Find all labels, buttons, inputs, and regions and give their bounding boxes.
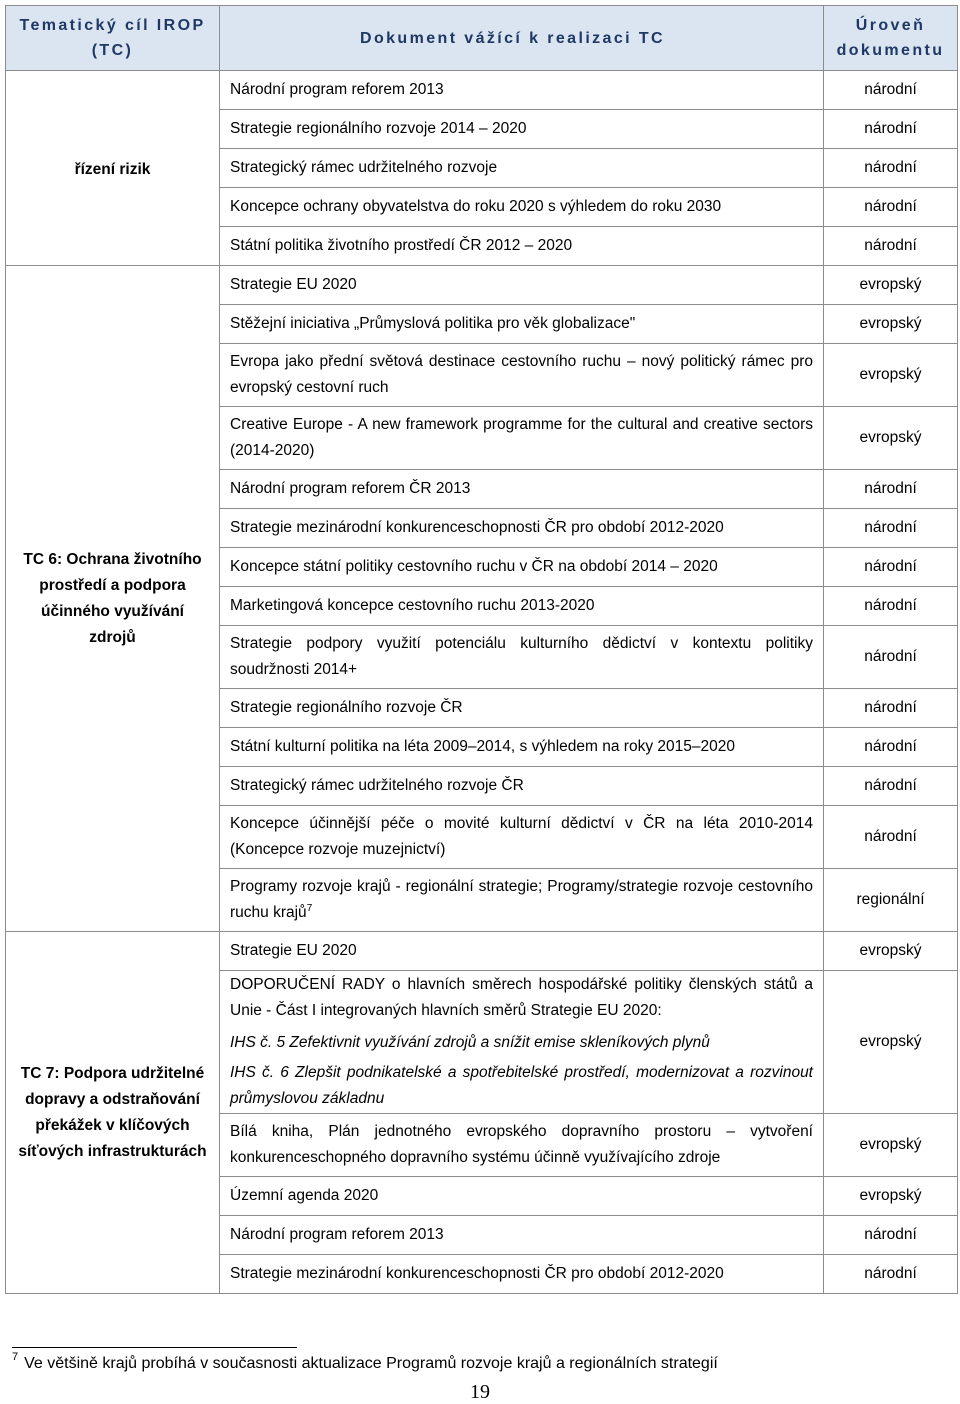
document-name: Creative Europe - A new framework programme for the cultural and creative sectors (2014-2020) (220, 407, 824, 470)
footnote-reference: 7 (306, 902, 313, 914)
category-tc6: TC 6: Ochrana životního prostředí a podpora účinného využívání zdrojů (6, 266, 220, 932)
document-level: národní (824, 548, 958, 587)
document-level: národní (824, 689, 958, 728)
ihs-item: IHS č. 5 Zefektivnit využívání zdrojů a snížit emise skleníkových plynů (230, 1034, 710, 1051)
document-name: Marketingová koncepce cestovního ruchu 2013-2020 (220, 587, 824, 626)
document-level: národní (824, 188, 958, 227)
table-row (6, 266, 958, 305)
document-name (220, 971, 824, 1114)
document-level: evropský (824, 1177, 958, 1216)
document-name: Národní program reforem 2013 (220, 1216, 824, 1255)
document-name: Státní politika životního prostředí ČR 2012 – 2020 (220, 227, 824, 266)
document-level: národní (824, 1255, 958, 1294)
category-risk-management: řízení rizik (6, 71, 220, 266)
document-name: Strategie mezinárodní konkurenceschopnosti ČR pro období 2012-2020 (220, 1255, 824, 1294)
document-level: evropský (824, 266, 958, 305)
document-level: národní (824, 728, 958, 767)
footnote-text: Ve většině krajů probíhá v současnosti aktualizace Programů rozvoje krajů a regionálních strategií (24, 1355, 718, 1372)
document-level: národní (824, 71, 958, 110)
document-name (220, 869, 824, 932)
ihs-item: IHS č. 6 Zlepšit podnikatelské a spotřebitelské prostředí, modernizovat a rozvinout průmyslovou základnu (230, 1064, 813, 1107)
document-level: národní (824, 1216, 958, 1255)
documents-table (5, 5, 958, 1294)
header-document-level: Úroveň dokumentu (824, 6, 958, 71)
document-level: regionální (824, 869, 958, 932)
table-row (6, 71, 958, 110)
page-number: 19 (470, 1381, 490, 1403)
document-name-text: Programy rozvoje krajů - regionální strategie; Programy/strategie rozvoje cestovního ruchu krajů (230, 878, 813, 921)
table-header-row (6, 6, 958, 71)
document-name: Bílá kniha, Plán jednotného evropského dopravního prostoru – vytvoření konkurenceschopného dopravního systému účinně využívajícího zdroje (220, 1114, 824, 1177)
category-tc7: TC 7: Podpora udržitelné dopravy a odstraňování překážek v klíčových síťových infrastrukturách (6, 932, 220, 1294)
document-level: evropský (824, 344, 958, 407)
document-name: Strategie EU 2020 (220, 266, 824, 305)
header-thematic-goal: Tematický cíl IROP (TC) (6, 6, 220, 71)
document-level: národní (824, 149, 958, 188)
table-row (6, 932, 958, 971)
document-name: Strategie regionálního rozvoje 2014 – 2020 (220, 110, 824, 149)
document-name: Státní kulturní politika na léta 2009–2014, s výhledem na roky 2015–2020 (220, 728, 824, 767)
footnote-mark: 7 (12, 1351, 19, 1363)
document-name: Strategie mezinárodní konkurenceschopnosti ČR pro období 2012-2020 (220, 509, 824, 548)
footnote (12, 1353, 718, 1375)
document-name: Národní program reforem ČR 2013 (220, 470, 824, 509)
document-level: národní (824, 227, 958, 266)
document-name: Strategický rámec udržitelného rozvoje (220, 149, 824, 188)
document-level: národní (824, 110, 958, 149)
document-name: Koncepce státní politiky cestovního ruchu v ČR na období 2014 – 2020 (220, 548, 824, 587)
footnote-separator (12, 1347, 297, 1348)
document-level: evropský (824, 971, 958, 1114)
document-name: Strategický rámec udržitelného rozvoje ČR (220, 767, 824, 806)
header-document: Dokument vážící k realizaci TC (220, 6, 824, 71)
document-level: evropský (824, 932, 958, 971)
document-name: Strategie regionálního rozvoje ČR (220, 689, 824, 728)
document-level: národní (824, 587, 958, 626)
document-level: národní (824, 806, 958, 869)
document-level: národní (824, 470, 958, 509)
document-name: Koncepce účinnější péče o movité kulturní dědictví v ČR na léta 2010-2014 (Koncepce rozvoje muzejnictví) (220, 806, 824, 869)
document-level: národní (824, 626, 958, 689)
document-name: Koncepce ochrany obyvatelstva do roku 2020 s výhledem do roku 2030 (220, 188, 824, 227)
document-level: evropský (824, 407, 958, 470)
document-name: Stěžejní iniciativa „Průmyslová politika pro věk globalizace" (220, 305, 824, 344)
council-recommendation-text: DOPORUČENÍ RADY o hlavních směrech hospodářské politiky členských států a Unie - Část I integrovaných hlavních směrů Strategie EU 2020: (230, 976, 813, 1019)
document-level: evropský (824, 1114, 958, 1177)
document-name: Evropa jako přední světová destinace cestovního ruchu – nový politický rámec pro evropský cestovní ruch (220, 344, 824, 407)
document-level: národní (824, 509, 958, 548)
document-name: Strategie podpory využití potenciálu kulturního dědictví v kontextu politiky soudržnosti 2014+ (220, 626, 824, 689)
document-name: Strategie EU 2020 (220, 932, 824, 971)
document-level: evropský (824, 305, 958, 344)
document-name: Národní program reforem 2013 (220, 71, 824, 110)
document-name: Územní agenda 2020 (220, 1177, 824, 1216)
document-level: národní (824, 767, 958, 806)
